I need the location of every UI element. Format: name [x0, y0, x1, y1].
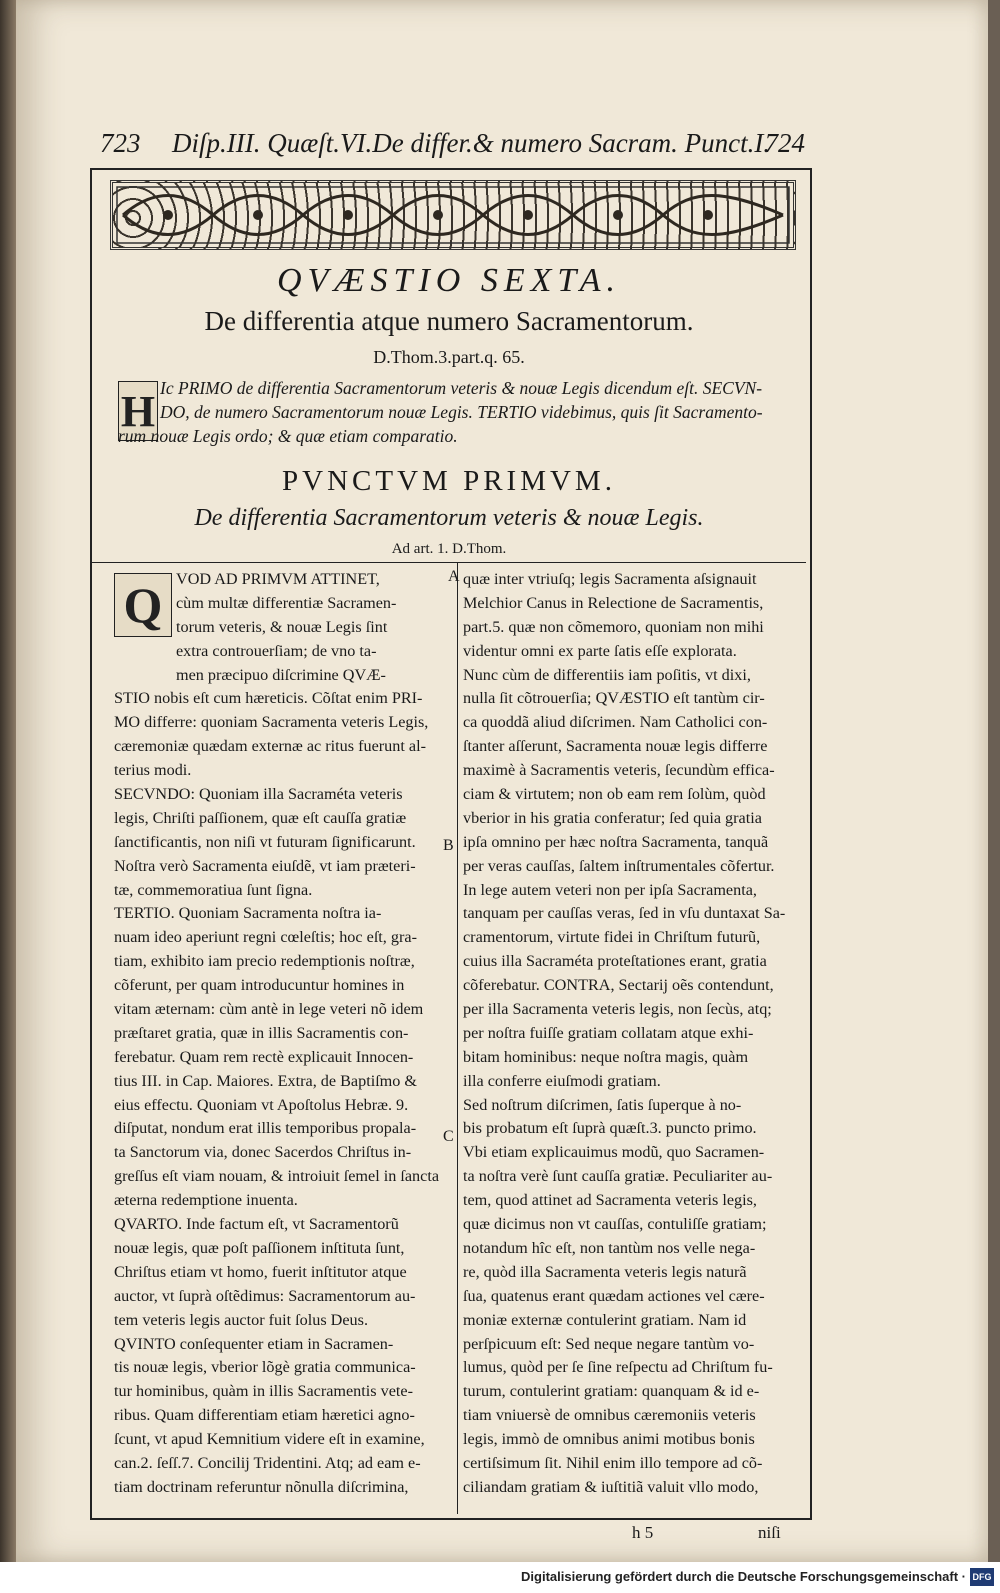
text-line: auctor, vt ſuprà oſtẽdimus: Sacramentorum au- [114, 1286, 416, 1305]
text-line: per noſtra fuiſſe gratiam collatam atque exhi- [463, 1023, 754, 1042]
signature-mark: h 5 [632, 1523, 654, 1542]
text-line: SECVNDO: Quoniam illa Sacraméta veteris [114, 785, 403, 804]
text-line: nuam ideo aperiunt regni cœleſtis; hoc eſt, gra- [114, 928, 417, 947]
text-line: ta Sanctorum via, donec Sacerdos Chriſtus in- [114, 1143, 412, 1162]
text-line: tæ, commemoratiua ſunt ſigna. [114, 880, 313, 899]
text-line: In lege autem veteri non per ipſa Sacramenta, [463, 880, 757, 899]
text-line: ta noſtra verè ſunt cauſſa gratiæ. Peculiariter au- [463, 1167, 773, 1186]
text-line: vitam æternam: cùm antè in lege veteri nõ idem [114, 1000, 424, 1019]
text-line: ciliandam gratiam & iuſtitiã valuit vllo modo, [463, 1477, 759, 1496]
text-line: vberior in his gratia conferatur; ſed quia gratia [463, 808, 762, 827]
text-line: cramentorum, virtute fidei in Chriſtum futurũ, [463, 928, 761, 947]
running-title: Diſp.III. Quæſt.VI.De differ.& numero Sacram. Punct.I. [172, 128, 771, 158]
margin-letter-b: B [443, 837, 454, 854]
text-line: STIO nobis eſt cum hæreticis. Cõſtat enim PRI- [114, 689, 423, 708]
text-line: quæ inter vtriuſq; legis Sacramenta aſsignauit [463, 570, 757, 588]
quaestio-title: QVÆSTIO SEXTA. [276, 262, 622, 299]
text-line: quæ dicimus non vt cauſſas, contuliſſe gratiam; [463, 1215, 767, 1234]
column-top-rule [92, 562, 806, 563]
right-page-number: 724 [764, 128, 805, 158]
text-line: torum veteris, & nouæ Legis ſint [176, 617, 388, 636]
text-line: Vbi etiam explicauimus modũ, quo Sacramen- [463, 1143, 765, 1162]
margin-letter-a: A [448, 568, 460, 585]
text-line: MO differre: quoniam Sacramenta veteris Legis, [114, 713, 429, 732]
text-line: cõferunt, per quam introducuntur homines in [114, 976, 405, 995]
text-line: per illa Sacramenta veteris legis, non ſecùs, atq; [463, 1000, 772, 1019]
text-line: cæremoniæ quædam externæ ac ritus fuerunt al- [114, 737, 426, 756]
text-line: ſcunt, vt apud Kemnitium videre eſt in examine, [114, 1430, 425, 1449]
text-line: can.2. ſeſſ.7. Concilij Tridentini. Atq; ad eam e- [114, 1453, 421, 1472]
column-drop-initial: Q [114, 573, 172, 637]
text-line: ſua, quatenus erant quædam actiones vel cære- [463, 1286, 765, 1305]
text-line: cùm multæ differentiæ Sacramen- [176, 593, 397, 612]
text-line: Nunc cùm de differentiis iam poſitis, vt dixi, [463, 665, 751, 684]
catchword: niſi [758, 1523, 781, 1542]
text-line: tem veteris legis auctor fuit ſolus Deus. [114, 1310, 368, 1329]
text-line: tiam, exhibito iam precio redemptionis noſtræ, [114, 952, 415, 971]
text-line: bis probatum eſt ſuprà quæſt.3. puncto primo. [463, 1119, 757, 1138]
text-line: lumus, quòd per ſe ſine reſpectu ad Chriſtum fu- [463, 1358, 773, 1377]
text-line: ribus. Quam differentiam etiam hæretici agno- [114, 1406, 415, 1425]
text-line: VOD AD PRIMVM ATTINET, [176, 570, 380, 588]
text-line: tis nouæ legis, vberior lõgè gratia communica- [114, 1358, 416, 1377]
text-line: nouæ legis, quæ poſt paſſionem inſtituta ſunt, [114, 1238, 405, 1257]
text-line: Noſtra verò Sacramenta eiuſdẽ, vt iam præteri- [114, 856, 416, 875]
text-line: tur hominibus, quàm in illis Sacramentis vete- [114, 1382, 413, 1401]
text-line: Chriſtus etiam vt homo, fuerit inſtitutor atque [114, 1262, 407, 1281]
text-line: legis, immò de omnibus animi motibus bonis [463, 1430, 755, 1449]
digitization-footer [0, 1562, 1000, 1593]
text-line: QVINTO conſequenter etiam in Sacramen- [114, 1334, 394, 1353]
text-line: men præcipuo diſcrimine QVÆ- [176, 665, 386, 684]
text-line: ca quoddã aliud diſcrimen. Nam Catholici con- [463, 713, 768, 732]
text-line: Melchior Canus in Relectione de Sacramentis, [463, 593, 764, 612]
intro-line: DO, de numero Sacramentorum nouæ Legis. TERTIO videbimus, quis ſit Sacramento- [160, 402, 763, 422]
text-line: per veras cauſſas, ſaltem inſtrumentales cõfertur. [463, 856, 775, 875]
left-text-column [114, 568, 450, 1500]
intro-drop-initial: H [118, 381, 158, 441]
thomas-reference: D.Thom.3.part.q. 65. [373, 347, 525, 367]
intro-line: Ic PRIMO de differentia Sacramentorum veteris & nouæ Legis dicendum eſt. SECVN- [160, 378, 763, 398]
left-page-number: 723 [100, 128, 141, 158]
headpiece-pattern-icon [113, 183, 793, 247]
dfg-logo-icon: DFG [970, 1568, 994, 1586]
intro-line: rum nouæ Legis ordo; & quæ etiam comparatio. [118, 426, 458, 446]
right-text-column [463, 568, 801, 1500]
text-line: cõferebatur. CONTRA, Sectarij oẽs contendunt, [463, 976, 774, 995]
text-line: ipſa omnino per hæc noſtra Sacramenta, tanquã [463, 832, 769, 851]
text-line: extra controuerſiam; de vno ta- [176, 641, 377, 660]
text-line: videntur omni ex parte ſatis eſſe explorata. [463, 641, 737, 660]
text-line: maximè à Sacramentis veteris, ſecundùm effica- [463, 761, 775, 780]
text-line: ferebatur. Quam rem rectè explicauit Innocen- [114, 1047, 414, 1066]
text-line: re, quòd illa Sacramenta veteris legis naturã [463, 1262, 747, 1281]
text-line: legis, Chriſti paſſionem, quæ eſt cauſſa gratiæ [114, 808, 407, 827]
quaestio-subtitle: De differentia atque numero Sacramentorum. [204, 306, 694, 336]
running-head [100, 128, 805, 162]
text-line: terius modi. [114, 761, 192, 780]
text-line: tiam vniuersè de omnibus cæremoniis veteris [463, 1406, 756, 1425]
text-line: QVARTO. Inde factum eſt, vt Sacramentorũ [114, 1215, 399, 1234]
text-line: ſtanter aſſerunt, Sacramenta nouæ legis differre [463, 737, 768, 756]
text-line: bitam hominibus: neque noſtra magis, quàm [463, 1047, 749, 1066]
text-line: tanquam per cauſſas veras, ſed in vſu duntaxat Sa- [463, 904, 786, 923]
text-line: eius effectu. Quoniam vt Apoſtolus Hebræ. 9. [114, 1095, 409, 1114]
text-line: part.5. quæ non cõmemoro, quoniam non mihi [463, 617, 764, 636]
text-line: perſpicuum eſt: Sed neque negare tantùm vo- [463, 1334, 755, 1353]
text-line: certiſsimum ſit. Nihil enim illo tempore ad cõ- [463, 1453, 763, 1472]
funding-notice: Digitalisierung gefördert durch die Deutsche Forschungsgemeinschaft · [521, 1569, 966, 1584]
text-line: ciam & virtutem; non ob eam rem ſolùm, quòd [463, 785, 766, 804]
text-line: æterna redemptione inuenta. [114, 1191, 298, 1210]
margin-letter-c: C [443, 1128, 454, 1145]
text-line: TERTIO. Quoniam Sacramenta noſtra ia- [114, 904, 382, 923]
text-line: notandum hîc eſt, non tantùm nos velle nega- [463, 1238, 756, 1257]
text-line: tiam doctrinam referuntur nõnulla diſcrimina, [114, 1477, 409, 1496]
text-line: turum, contulerint gratiam: quanquam & id e- [463, 1382, 760, 1401]
book-spine-shadow [0, 0, 16, 1562]
text-line: tem, quod attinet ad Sacramenta veteris legis, [463, 1191, 757, 1210]
text-line: cuius illa Sacraméta proteſtationes erant, gratia [463, 952, 767, 971]
column-divider [457, 563, 458, 1514]
text-line: moniæ externæ contulerint gratiam. Nam id [463, 1310, 747, 1329]
text-line: diſputat, nondum erat illis temporibus propala- [114, 1119, 417, 1138]
intro-paragraph [118, 376, 800, 448]
text-line: greſſus eſt viam nouam, & introiuit ſemel in ſancta [114, 1167, 440, 1186]
article-reference: Ad art. 1. D.Thom. [391, 541, 507, 557]
text-line: Sed noſtrum diſcrimen, ſatis ſuperque à no- [463, 1095, 742, 1114]
text-line: tius III. in Cap. Maiores. Extra, de Baptiſmo & [114, 1071, 418, 1090]
text-line: præſtaret gratia, quæ in illis Sacramentis con- [114, 1023, 409, 1042]
ornamental-headpiece [110, 180, 796, 250]
text-line: illa conferre eiuſmodi gratiam. [463, 1071, 661, 1090]
punctum-subtitle: De differentia Sacramentorum veteris & nouæ Legis. [194, 505, 704, 531]
punctum-title: PVNCTVM PRIMVM. [282, 465, 616, 497]
text-line: nulla ſit cõtrouerſia; QVÆSTIO eſt tantùm cir- [463, 689, 765, 708]
text-line: ſanctificantis, non niſi vt futuram ſignificarunt. [114, 832, 416, 851]
